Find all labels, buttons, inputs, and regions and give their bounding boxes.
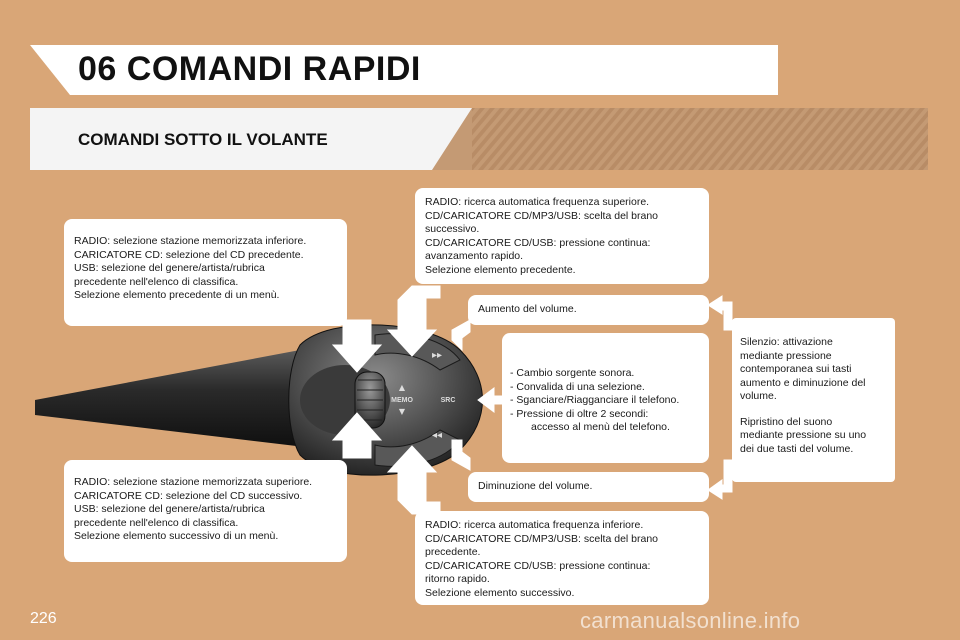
callout-line: precedente. [425, 546, 481, 558]
callout-line: mediante pressione [740, 349, 832, 362]
callout-line: CD/CARICATORE CD/USB: pressione continua: [425, 236, 651, 249]
callout-line: avanzamento rapido. [425, 250, 524, 262]
callout-source [502, 333, 709, 463]
list-item: - Cambio sorgente sonora. [510, 367, 635, 379]
watermark: carmanualsonline.info [580, 608, 801, 633]
callout-volume-down: Diminuzione del volume. [468, 472, 709, 502]
arrow-mute-down [708, 460, 732, 499]
callout-line: Selezione elemento successivo di un menù. [74, 530, 279, 542]
callout-line: Silenzio: attivazione [740, 336, 833, 348]
callout-line: successivo. [425, 223, 480, 235]
source-list [510, 367, 701, 421]
arrow-volume-up [452, 320, 470, 350]
callout-top-left [64, 219, 347, 326]
callout-line: RADIO: ricerca automatica frequenza inferiore. [425, 519, 644, 531]
arrow-src [478, 388, 502, 412]
src-label: SRC [440, 397, 456, 404]
arrow-up-center-bottom [388, 446, 440, 514]
callout-line: Selezione elemento precedente. [425, 263, 576, 276]
callout-bottom-left [64, 460, 347, 562]
callout-mute [732, 318, 895, 482]
callout-volume-up: Aumento del volume. [468, 295, 709, 325]
arrow-up-left-bottom [333, 413, 381, 458]
callout-line: USB: selezione del genere/artista/rubrica [74, 503, 265, 515]
callout-line: CARICATORE CD: selezione del CD precedente. [74, 248, 304, 261]
callout-line: dei due tasti del volume. [740, 442, 854, 455]
callout-line: Selezione elemento precedente di un menù. [74, 289, 280, 301]
memo-down-icon: ▼ [398, 407, 406, 416]
arrow-volume-down [452, 440, 470, 470]
arrow-mute-up [708, 296, 732, 330]
callout-line: RADIO: selezione stazione memorizzata inferiore. [74, 235, 307, 247]
callout-line: CARICATORE CD: selezione del CD successivo. [74, 489, 303, 502]
arrow-down-center-top [388, 286, 440, 356]
callout-bottom-center [415, 511, 709, 605]
callout-line: contemporanea sui tasti [740, 363, 852, 375]
callout-line: mediante pressione su uno [740, 429, 867, 441]
callout-line: Ripristino del suono [740, 415, 833, 428]
callout-line: USB: selezione del genere/artista/rubrica [74, 262, 265, 274]
memo-up-icon: ▲ [398, 383, 406, 392]
callout-line: CD/CARICATORE CD/MP3/USB: scelta del brano [425, 532, 659, 545]
callout-line: RADIO: selezione stazione memorizzata superiore. [74, 476, 313, 488]
rewind-icon: ◂◂ [432, 430, 443, 441]
page-number: 226 [30, 610, 57, 627]
callout-line: ritorno rapido. [425, 573, 490, 585]
callout-line: CD/CARICATORE CD/USB: pressione continua: [425, 559, 651, 572]
callout-line: CD/CARICATORE CD/MP3/USB: scelta del brano [425, 209, 659, 222]
list-item: - Convalida di una selezione. [510, 380, 645, 393]
callout-line: volume. [740, 390, 777, 402]
forward-icon: ▸▸ [432, 350, 443, 361]
callout-line: precedente nell'elenco di classifica. [74, 275, 239, 288]
memo-label: MEMO [391, 397, 413, 404]
callout-line: precedente nell'elenco di classifica. [74, 516, 239, 529]
page-title: 06 COMANDI RAPIDI [78, 50, 421, 88]
arrow-down-left-top [333, 320, 381, 372]
list-item: - Pressione di oltre 2 secondi: [510, 407, 649, 420]
callout-line: aumento e diminuzione del [740, 376, 866, 389]
list-continuation: accesso al menù del telefono. [531, 421, 670, 433]
callout-line: Selezione elemento successivo. [425, 586, 575, 599]
section-subtitle: COMANDI SOTTO IL VOLANTE [78, 130, 328, 149]
list-item: - Sganciare/Riagganciare il telefono. [510, 394, 680, 406]
callout-top-center [415, 188, 709, 284]
callout-line: RADIO: ricerca automatica frequenza superiore. [425, 196, 650, 208]
